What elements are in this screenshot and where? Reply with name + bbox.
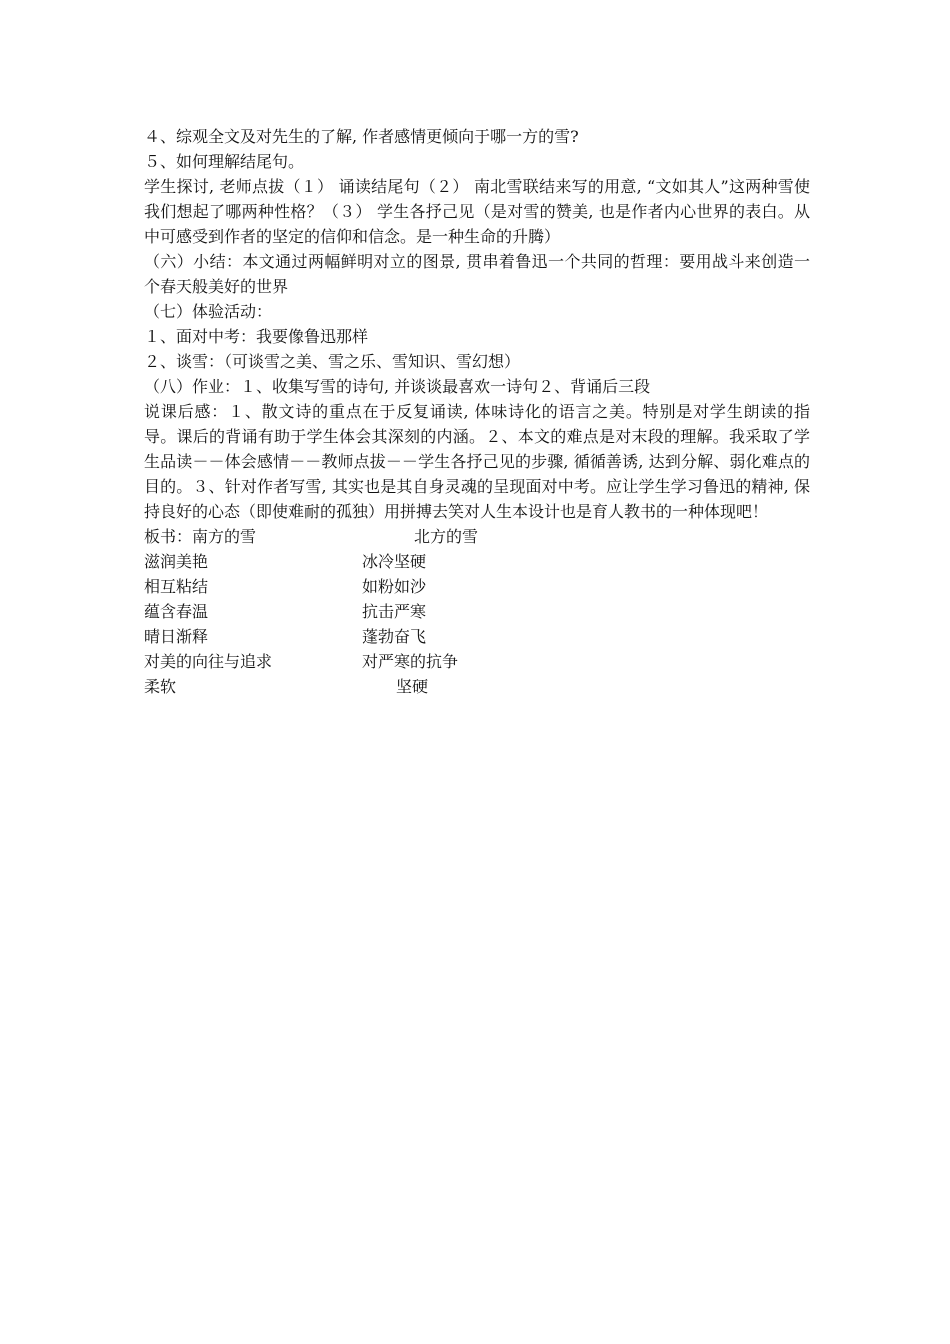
- question-5: ５、如何理解结尾句。: [144, 152, 305, 171]
- board-cell-right: 坚硬: [396, 677, 429, 696]
- homework-line: （八）作业：１、收集写雪的诗句, 并谈谈最喜欢一诗句２、背诵后三段: [144, 377, 651, 396]
- board-row: [144, 624, 810, 649]
- board-cell-right: 蓬勃奋飞: [362, 627, 427, 646]
- activity-item-1: １、面对中考：我要像鲁迅那样: [144, 327, 369, 346]
- board-cell-left: 蕴含春温: [144, 602, 209, 621]
- board-row: [144, 649, 810, 674]
- board-cell-right: 抗击严寒: [362, 602, 427, 621]
- board-cell-right: 冰冷坚硬: [362, 552, 427, 571]
- board-row: [144, 549, 810, 574]
- board-cell-left: 晴日渐释: [144, 627, 209, 646]
- discussion-paragraph: 学生探讨, 老师点拔（１） 诵读结尾句（２） 南北雪联结来写的用意, “文如其人”这两种雪使我们想起了哪两种性格？（３） 学生各抒己见（是对雪的赞美, 也是作者内心世界的表白。从中可感受到作者的坚定的信仰和信念。是一种生命的升腾）: [144, 177, 810, 246]
- board-cell-right: 对严寒的抗争: [362, 652, 459, 671]
- board-header-row: [144, 524, 810, 549]
- question-4: ４、综观全文及对先生的了解, 作者感情更倾向于哪一方的雪?: [144, 127, 579, 146]
- summary-paragraph: （六）小结：本文通过两幅鲜明对立的图景, 贯串着鲁迅一个共同的哲理：要用战斗来创造一个春天般美好的世界: [144, 252, 810, 296]
- board-cell-left: 柔软: [144, 677, 177, 696]
- board-cell-left: 对美的向往与追求: [144, 652, 273, 671]
- activity-item-2: ２、谈雪：（可谈雪之美、雪之乐、雪知识、雪幻想）: [144, 352, 521, 371]
- reflection-paragraph: 说课后感：１、散文诗的重点在于反复诵读, 体味诗化的语言之美。特别是对学生朗读的指导。课后的背诵有助于学生体会其深刻的内涵。２、本文的难点是对末段的理解。我采取了学生品读－－体会感情－－教师点拔－－学生各抒己见的步骤, 循循善诱, 达到分解、弱化难点的目的。３、针对作者写雪, 其实也是其自身灵魂的呈现面对中考。应让学生学习鲁迅的精神, 保持良好的心态（即使难耐的孤独）用拼搏去笑对人生本设计也是育人教书的一种体现吧！: [144, 402, 810, 521]
- board-header-right: 北方的雪: [414, 527, 479, 546]
- board-cell-left: 相互粘结: [144, 577, 209, 596]
- board-row: [144, 674, 810, 699]
- board-cell-left: 滋润美艳: [144, 552, 209, 571]
- board-cell-right: 如粉如沙: [362, 577, 427, 596]
- activity-title: （七）体验活动：: [144, 302, 273, 321]
- board-row: [144, 599, 810, 624]
- document-body: [144, 124, 810, 699]
- board-row: [144, 574, 810, 599]
- board-header-left: 板书：南方的雪: [144, 527, 257, 546]
- blackboard-outline: [144, 524, 810, 699]
